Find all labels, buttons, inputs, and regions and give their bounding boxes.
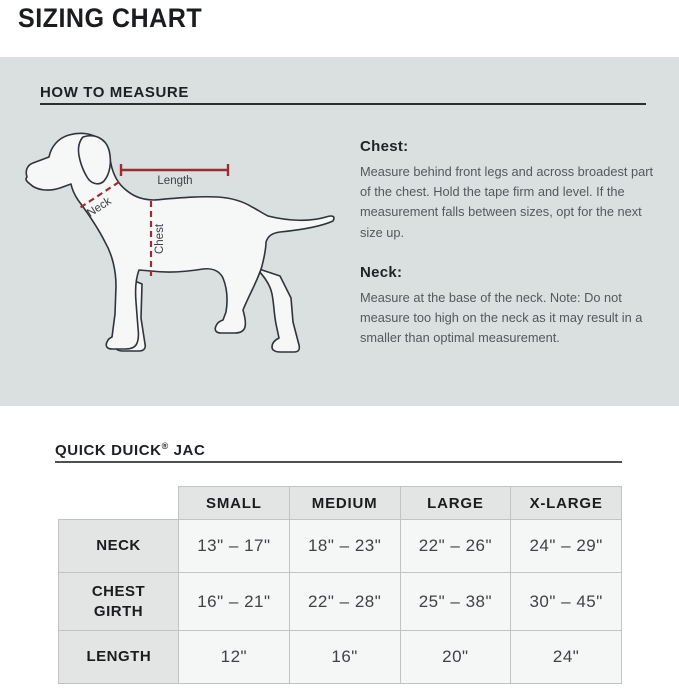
neck-label: Neck: [85, 195, 114, 220]
chest-medium-value: 22" – 28": [289, 573, 400, 631]
chest-large-value: 25" – 38": [400, 573, 511, 631]
neck-instructions: [360, 264, 655, 349]
how-to-measure-panel: [0, 57, 679, 406]
length-xlarge-value: 24": [511, 631, 622, 684]
chest-instructions: [360, 138, 655, 243]
chest-instructions-heading: Chest:: [360, 138, 409, 155]
size-header-xlarge: X-LARGE: [511, 487, 622, 520]
table-row-length: [59, 631, 622, 684]
product-heading-rule: [55, 461, 622, 463]
corner-cell: [59, 487, 179, 520]
product-name: QUICK DUICK: [55, 442, 162, 459]
neck-instructions-body: Measure at the base of the neck. Note: Do not measure too high on the neck as it may result in a smaller than optimal measurement.: [360, 289, 643, 346]
size-header-large: LARGE: [400, 487, 511, 520]
neck-small-value: 13" – 17": [179, 520, 290, 573]
dog-far-hind-leg: [256, 268, 299, 352]
product-suffix: JAC: [168, 442, 206, 459]
neck-medium-value: 18" – 23": [289, 520, 400, 573]
chest-label: Chest: [154, 223, 166, 255]
length-medium-value: 16": [289, 631, 400, 684]
size-header-medium: MEDIUM: [289, 487, 400, 520]
row-label-neck: NECK: [59, 520, 179, 573]
dog-measurement-diagram: [20, 120, 350, 410]
neck-instructions-heading: Neck:: [360, 263, 403, 281]
row-label-chest-girth: CHEST GIRTH: [59, 573, 179, 631]
size-table: [58, 486, 622, 684]
chest-small-value: 16" – 21": [179, 573, 290, 631]
measure-instructions: [360, 138, 655, 349]
neck-large-value: 22" – 26": [400, 520, 511, 573]
row-label-length: LENGTH: [59, 631, 179, 684]
heading-rule: [40, 103, 646, 105]
length-label: Length: [157, 175, 193, 187]
size-header-small: SMALL: [179, 487, 290, 520]
length-small-value: 12": [179, 631, 290, 684]
chest-instructions-body: Measure behind front legs and across broadest part of the chest. Hold the tape firm and level. If the measurement falls between sizes, opt for the next size up.: [360, 164, 654, 240]
neck-xlarge-value: 24" – 29": [511, 520, 622, 573]
table-row-chest-girth: [59, 573, 622, 631]
registered-trademark-symbol: ®: [161, 441, 169, 451]
table-row-neck: [59, 520, 622, 573]
size-header-row: [59, 487, 622, 520]
how-to-measure-heading: HOW TO MEASURE: [40, 84, 189, 101]
page-title: SIZING CHART: [18, 3, 203, 33]
product-name-heading: [55, 441, 205, 459]
chest-xlarge-value: 30" – 45": [511, 573, 622, 631]
length-large-value: 20": [400, 631, 511, 684]
